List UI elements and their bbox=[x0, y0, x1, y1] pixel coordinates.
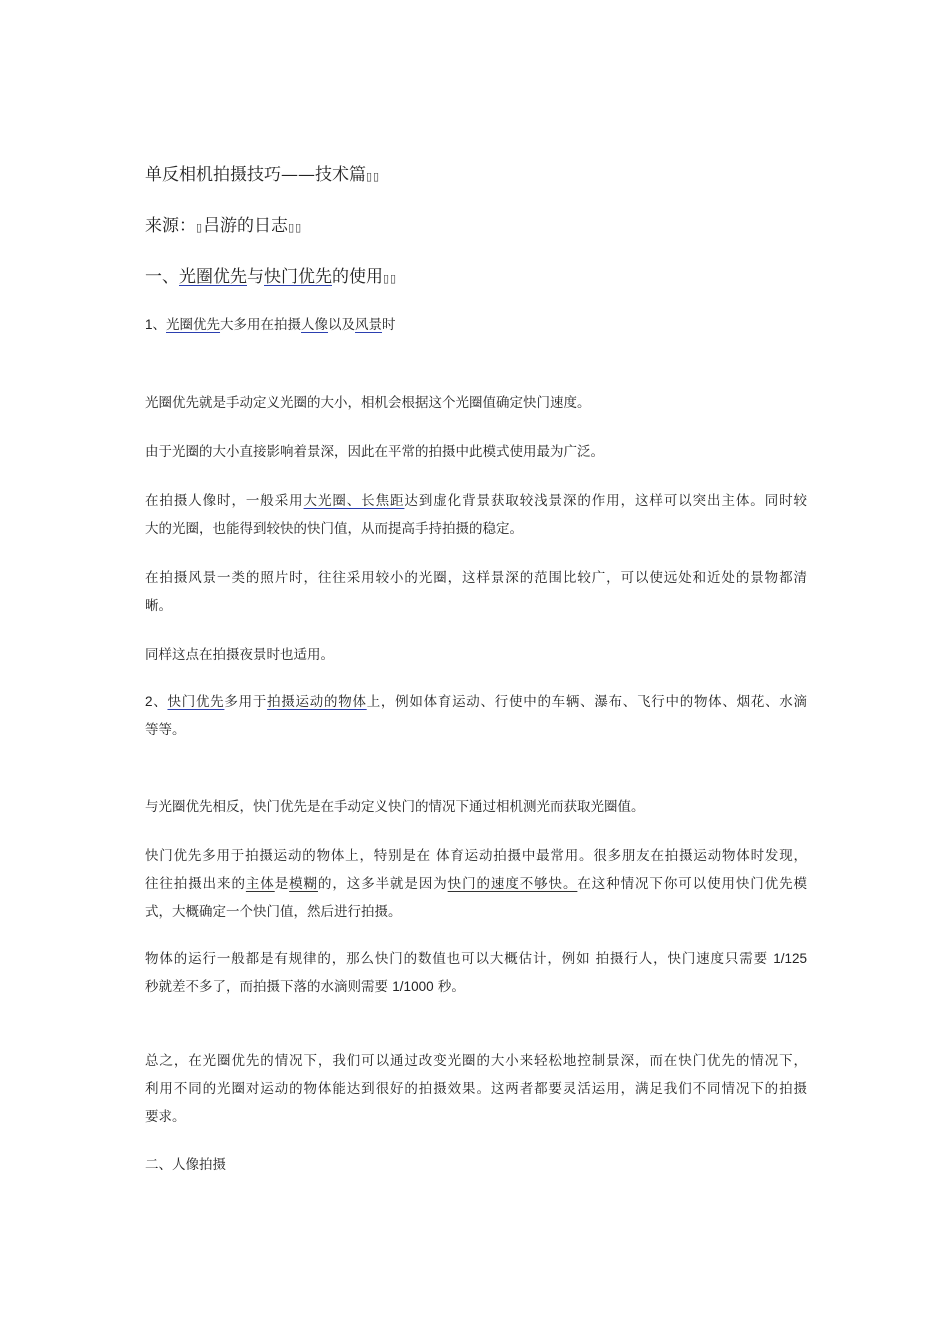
link-large-aperture-telephoto[interactable]: 大光圈、长焦距 bbox=[303, 493, 405, 509]
item-2-line-1: 2、快门优先多用于拍摄运动的物体上，例如体育运动、行使中的车辆、瀑布、飞行中的物体、烟花、水滴 bbox=[145, 694, 808, 710]
link-aperture-priority[interactable]: 光圈优先 bbox=[179, 267, 247, 287]
item-1-heading: 1、光圈优先大多用在拍摄人像以及风景时 bbox=[145, 317, 396, 333]
underlined-subject: 主体 bbox=[245, 876, 275, 892]
missing-glyph-icon: ▯▯ bbox=[383, 272, 398, 285]
paragraph-7-line-1: 快门优先多用于拍摄运动的物体上，特别是在 体育运动拍摄中最常用。很多朋友在拍摄运动物体时发现， bbox=[145, 848, 807, 864]
paragraph-1: 光圈优先就是手动定义光圈的大小，相机会根据这个光圈值确定快门速度。 bbox=[145, 395, 591, 411]
link-shutter-priority[interactable]: 快门优先 bbox=[264, 267, 332, 287]
section-heading-1: 一、光圈优先与快门优先的使用▯▯ bbox=[145, 267, 398, 287]
paragraph-4-line-2: 晰。 bbox=[145, 598, 172, 614]
link-landscape[interactable]: 风景 bbox=[355, 317, 383, 333]
missing-glyph-icon: ▯ bbox=[196, 221, 204, 234]
link-moving-objects[interactable]: 拍摄运动的物体 bbox=[267, 694, 367, 710]
paragraph-7-line-2: 往往拍摄出来的主体是模糊的，这多半就是因为快门的速度不够快。在这种情况下你可以使用快门优先模 bbox=[145, 876, 808, 892]
doc-title: 单反相机拍摄技巧——技术篇▯▯ bbox=[145, 165, 381, 185]
paragraph-3-line-2: 大的光圈，也能得到较快的快门值，从而提高手持拍摄的稳定。 bbox=[145, 521, 523, 537]
link-portrait[interactable]: 人像 bbox=[301, 317, 329, 333]
paragraph-9-line-1: 总之，在光圈优先的情况下，我们可以通过改变光圈的大小来轻松地控制景深，而在快门优先的情况下， bbox=[145, 1053, 807, 1069]
paragraph-7-line-3: 式，大概确定一个快门值，然后进行拍摄。 bbox=[145, 904, 402, 920]
paragraph-5: 同样这点在拍摄夜景时也适用。 bbox=[145, 647, 334, 663]
paragraph-8-line-1: 物体的运行一般都是有规律的，那么快门的数值也可以大概估计，例如 拍摄行人，快门速度只需要 1/125 bbox=[145, 951, 807, 967]
link-aperture-priority-2[interactable]: 光圈优先 bbox=[166, 317, 221, 333]
link-shutter-priority-2[interactable]: 快门优先 bbox=[167, 694, 225, 710]
missing-glyph-icon: ▯▯ bbox=[288, 221, 303, 234]
paragraph-2: 由于光圈的大小直接影响着景深，因此在平常的拍摄中此模式使用最为广泛。 bbox=[145, 444, 604, 460]
underlined-blurry: 模糊 bbox=[289, 876, 318, 892]
source-line: 来源：▯吕游的日志▯▯ bbox=[145, 216, 303, 236]
paragraph-4-line-1: 在拍摄风景一类的照片时，往往采用较小的光圈，这样景深的范围比较广，可以使远处和近处的景物都清 bbox=[145, 570, 807, 586]
paragraph-6: 与光圈优先相反，快门优先是在手动定义快门的情况下通过相机测光而获取光圈值。 bbox=[145, 799, 645, 815]
paragraph-9-line-3: 要求。 bbox=[145, 1109, 186, 1125]
paragraph-8-line-2: 秒就差不多了，而拍摄下落的水滴则需要 1/1000 秒。 bbox=[145, 979, 465, 995]
missing-glyph-icon: ▯▯ bbox=[366, 170, 381, 183]
section-heading-2: 二、人像拍摄 bbox=[145, 1157, 226, 1173]
paragraph-9-line-2: 利用不同的光圈对运动的物体能达到很好的拍摄效果。这两者都要灵活运用，满足我们不同情况下的拍摄 bbox=[145, 1081, 807, 1097]
underlined-shutter-not-fast: 快门的速度不够快。 bbox=[447, 876, 578, 892]
item-2-line-2: 等等。 bbox=[145, 722, 186, 738]
paragraph-3-line-1: 在拍摄人像时，一般采用大光圈、长焦距达到虚化背景获取较浅景深的作用，这样可以突出主体。同时较 bbox=[145, 493, 808, 509]
